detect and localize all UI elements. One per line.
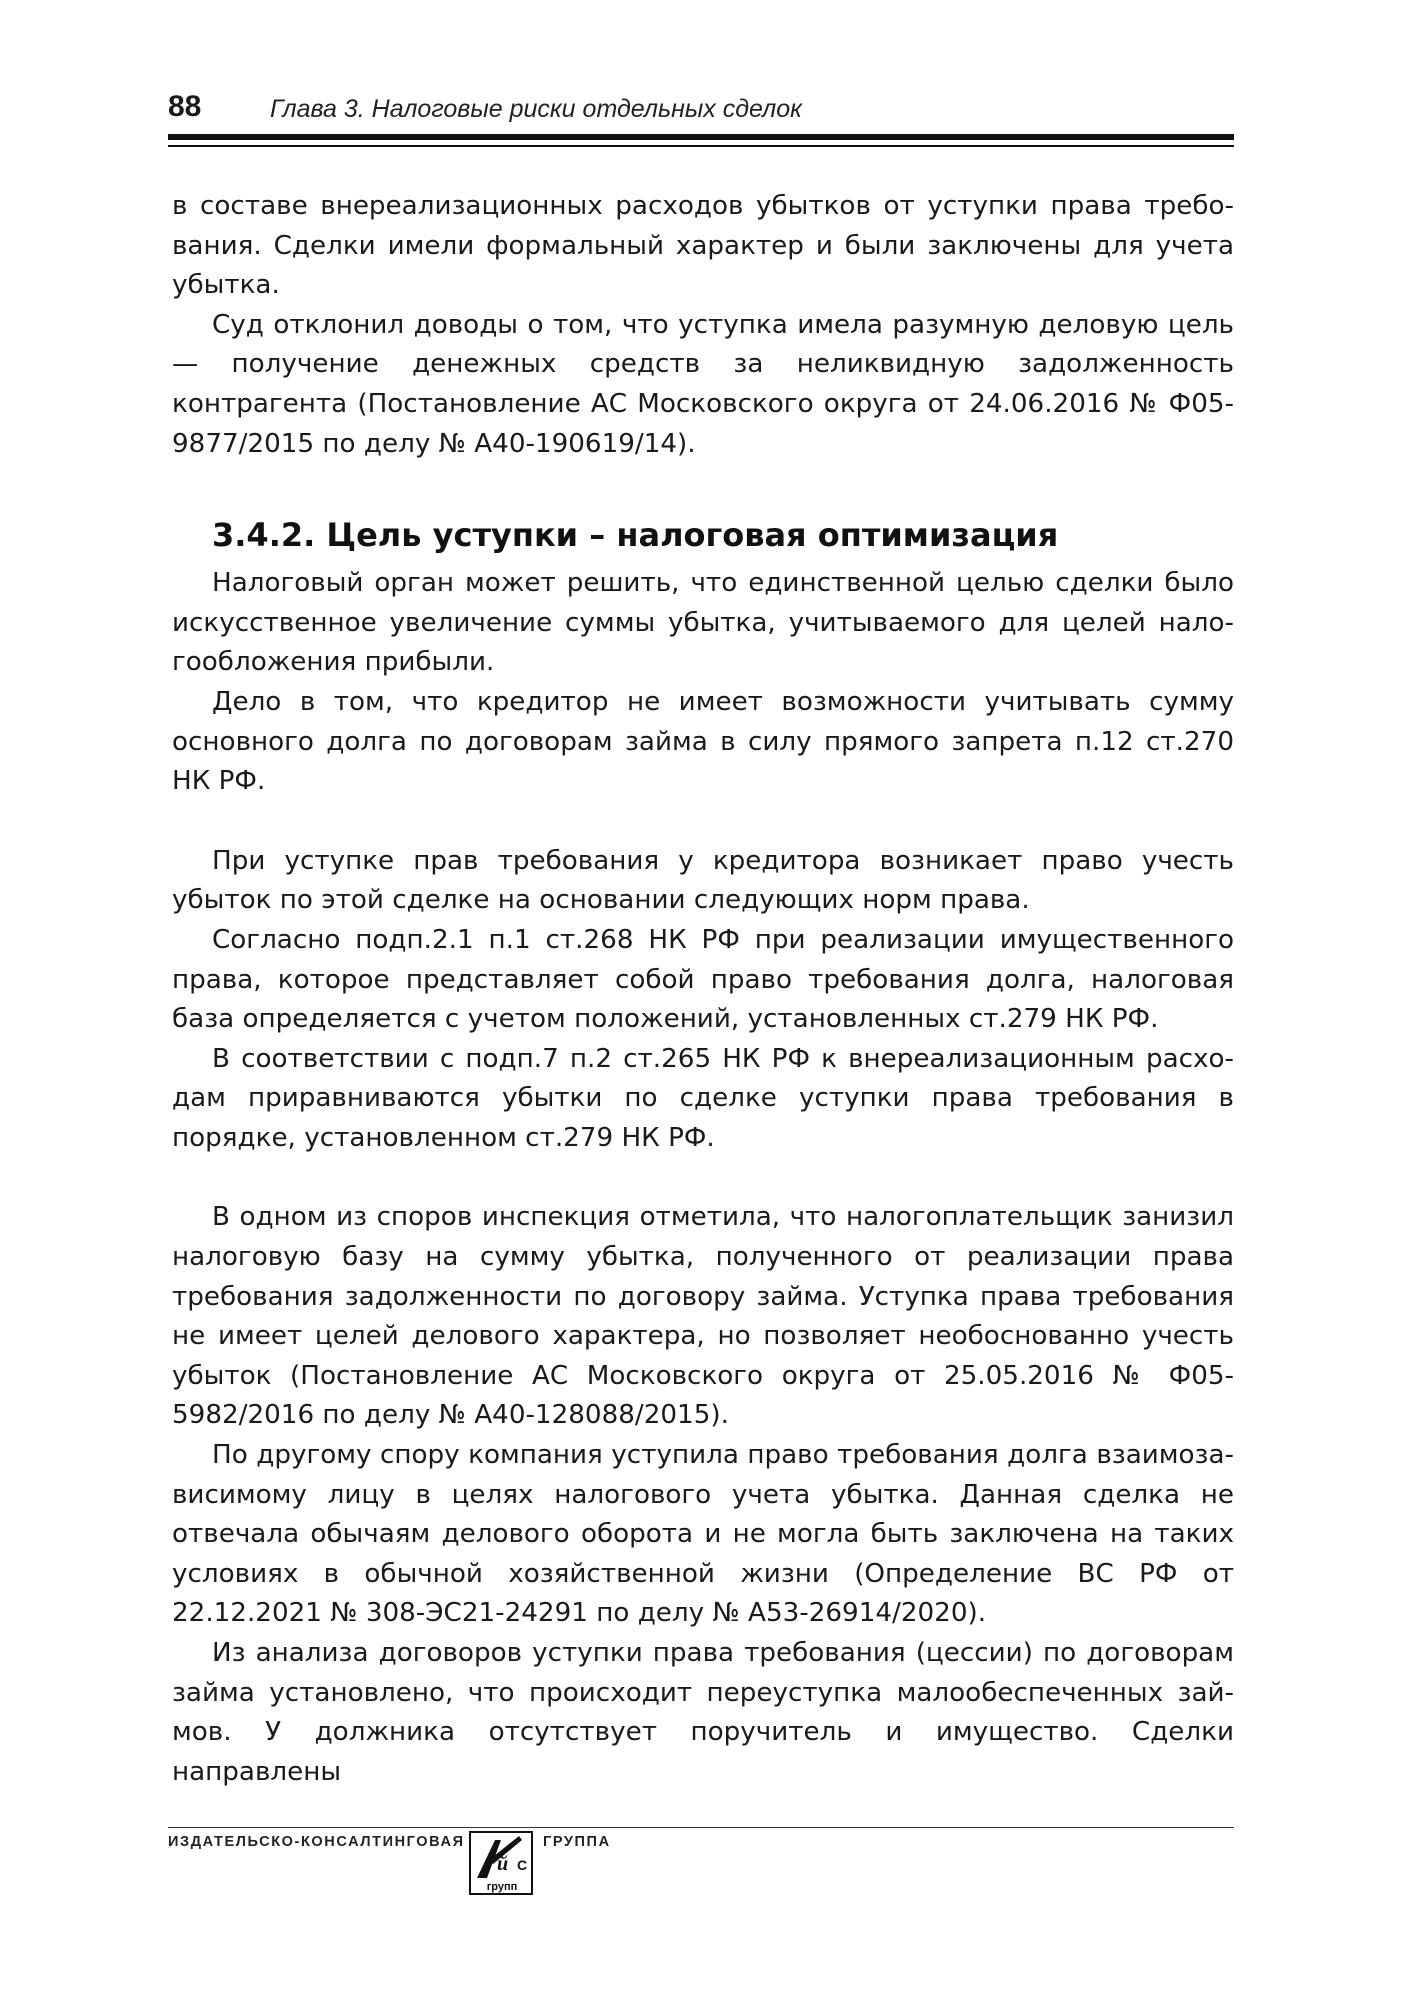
body-text <box>172 187 1234 1792</box>
spacer <box>172 1158 1234 1198</box>
footer-publisher-left: ИЗДАТЕЛЬСКО-КОНСАЛТИНГОВАЯ <box>168 1834 465 1850</box>
footer-publisher-right: ГРУППА <box>543 1834 611 1850</box>
paragraph-10: Из анализа договоров уступки права требования (цессии) по договорам займа установлено, что происходит переуступка малообеспеченных займов. У должника отсутствует поручитель и имущество. Сделки направлены <box>172 1638 1234 1787</box>
paragraph-7: В соответствии с подп.7 п.2 ст.265 НК РФ к внереализационным расходам приравниваются убытки по сделке уступки права требования в порядке, установленном ст.279 НК РФ. <box>172 1043 1234 1153</box>
header-rule-thin <box>168 145 1234 147</box>
page-header <box>168 92 1234 122</box>
header-rule-thick <box>168 134 1234 140</box>
paragraph-2: Суд отклонил доводы о том, что уступка имела разумную деловую цель — получение денежных средств за неликвидную задолженность контрагента (Постановление АС Московского округа от 24.06.2016 № Ф05-9877/2015 по делу № А40-190619/14). <box>172 309 1234 459</box>
svg-text:С: С <box>517 1857 528 1873</box>
svg-text:й: й <box>497 1853 509 1875</box>
paragraph-1: в составе внереализационных расходов убытков от уступки права требования. Сделки имели формальный характер и были заключены для учета убытка. <box>172 191 1234 301</box>
paragraph-3: Налоговый орган может решить, что единственной целью сделки было искусственное увеличение суммы убытка, учитываемого для целей налогообложения прибыли. <box>172 568 1234 678</box>
section-title: 3.4.2. Цель уступки – налоговая оптимизация <box>212 516 1059 555</box>
page-number: 88 <box>168 90 202 123</box>
paragraph-4: Дело в том, что кредитор не имеет возможности учитывать сумму основного долга по договорам займа в силу прямого запрета п.12 ст.270 НК РФ. <box>172 686 1234 797</box>
paragraph-5: При уступке прав требования у кредитора возникает право учесть убыток по этой сделке на основании следующих норм права. <box>172 845 1234 916</box>
publisher-logo-icon <box>467 1830 537 1898</box>
paragraph-9: По другому спору компания уступила право требования долга взаимозависимому лицу в целях налогового учета убытка. Данная сделка не отвечала обычаям делового оборота и не могла быть заключена на таких условиях в обычной хозяйственной жизни (Определение ВС РФ от 22.12.2021 № 308-ЭС21-24291 по делу № А53-26914/2020). <box>172 1440 1234 1629</box>
spacer <box>172 464 1234 512</box>
running-title: Глава 3. Налоговые риски отдельных сделок <box>270 95 802 123</box>
paragraph-8: В одном из споров инспекция отметила, что налогоплательщик занизил налоговую базу на сумму убытка, полученного от реализации права требования задолженности по договору займа. Уступка права требования не имеет целей делового характера, но позволяет необоснованно учесть убыток (Постановление АС Московского округа от 25.05.2016 № Ф05-5982/2016 по делу № А40-128088/2015). <box>172 1202 1234 1431</box>
spacer <box>172 802 1234 842</box>
footer-rule <box>168 1827 1234 1828</box>
paragraph-6: Согласно подп.2.1 п.1 ст.268 НК РФ при реализации имущественного права, которое представляет собой право требования долга, налоговая база определяется с учетом положений, установленных ст.279 НК РФ. <box>172 924 1234 1035</box>
logo-caption: групп <box>486 1881 518 1893</box>
